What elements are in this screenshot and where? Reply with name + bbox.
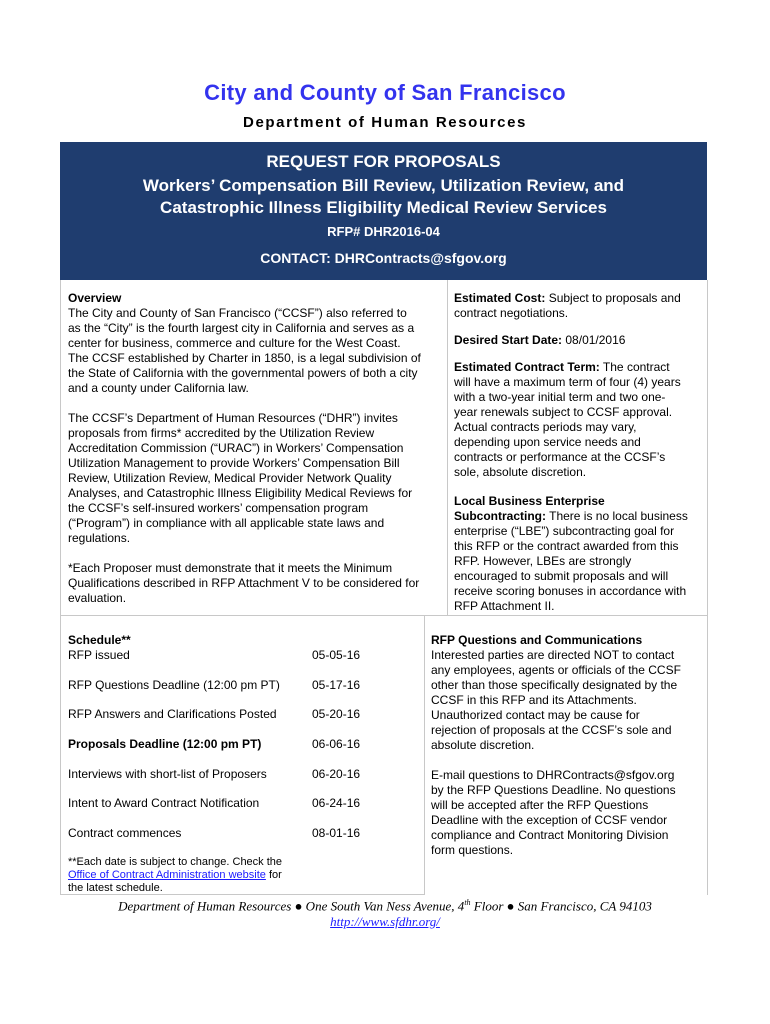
lbe-label: Subcontracting: bbox=[454, 509, 546, 523]
schedule-row bbox=[68, 796, 368, 811]
term-text: with a two-year initial term and two one- bbox=[454, 390, 666, 404]
footer-address bbox=[0, 898, 770, 914]
overview-text: Qualifications described in RFP Attachment V to be considered for bbox=[68, 576, 420, 590]
start-value: 08/01/2016 bbox=[562, 333, 626, 347]
schedule-note-text bbox=[68, 869, 308, 882]
footer-address-text: Floor ● San Francisco, CA 94103 bbox=[470, 898, 652, 914]
schedule-note bbox=[68, 856, 308, 895]
communications-text: absolute discretion. bbox=[431, 738, 535, 752]
communications-text: CCSF in this RFP and its Attachments. bbox=[431, 693, 637, 707]
lbe-text: receive scoring bonuses in accordance with bbox=[454, 584, 687, 598]
schedule-label: RFP issued bbox=[68, 648, 130, 662]
divider bbox=[60, 615, 707, 616]
rfp-banner bbox=[60, 142, 707, 280]
overview-text: evaluation. bbox=[68, 591, 127, 605]
cost-label: Estimated Cost: bbox=[454, 291, 546, 305]
desired-start-date bbox=[454, 333, 704, 348]
divider bbox=[424, 615, 425, 895]
schedule-date: 05-05-16 bbox=[312, 648, 361, 662]
communications-text: compliance and Contract Monitoring Division bbox=[431, 828, 669, 842]
banner-heading: REQUEST FOR PROPOSALS bbox=[266, 152, 501, 171]
overview-text: The CCSF established by Charter in 1850, is a legal subdivision of bbox=[68, 351, 421, 365]
banner-services bbox=[60, 175, 707, 219]
overview-text: The City and County of San Francisco (“CCSF”) also referred to bbox=[68, 306, 407, 320]
schedule-label: Contract commences bbox=[68, 826, 182, 840]
schedule-note-text: **Each date is subject to change. Check the bbox=[68, 856, 283, 868]
contract-administration-link[interactable]: Office of Contract Administration website bbox=[68, 869, 266, 881]
term-text: will have a maximum term of four (4) years bbox=[454, 375, 681, 389]
cost-text: contract negotiations. bbox=[454, 306, 569, 320]
schedule-label: Intent to Award Contract Notification bbox=[68, 796, 260, 810]
lbe-text: enterprise (“LBE”) subcontracting goal for bbox=[454, 524, 675, 538]
banner-services-line2: Catastrophic Illness Eligibility Medical Review Services bbox=[160, 198, 607, 217]
overview-text: the State of California with the governmental powers of both a city bbox=[68, 366, 418, 380]
estimated-cost bbox=[454, 291, 704, 306]
communications-text: E-mail questions to DHRContracts@sfgov.org bbox=[431, 768, 675, 782]
schedule-row bbox=[68, 737, 368, 752]
schedule-date: 08-01-16 bbox=[312, 826, 361, 840]
overview-text: center for business, commerce and culture for the West Coast. bbox=[68, 336, 401, 350]
term-text: The contract bbox=[599, 360, 670, 374]
schedule-row bbox=[68, 707, 368, 722]
communications-text: any employees, agents or officials of the CCSF bbox=[431, 663, 681, 677]
communications-heading: RFP Questions and Communications bbox=[431, 633, 643, 647]
schedule-row bbox=[68, 826, 368, 841]
overview-text: Utilization Management to provide Workers’ Compensation Bill bbox=[68, 456, 400, 470]
communications-text: Interested parties are directed NOT to contact bbox=[431, 648, 675, 662]
footer-url-link[interactable]: http://www.sfdhr.org/ bbox=[330, 914, 440, 929]
cost-text: Subject to proposals and bbox=[545, 291, 681, 305]
communications-text: other than those specifically designated by the bbox=[431, 678, 678, 692]
schedule-row bbox=[68, 678, 368, 693]
start-label: Desired Start Date: bbox=[454, 333, 563, 347]
lbe-text: this RFP or the contract awarded from this bbox=[454, 539, 679, 553]
schedule-heading: Schedule** bbox=[68, 633, 131, 647]
divider bbox=[707, 280, 708, 895]
schedule-note-text: the latest schedule. bbox=[68, 882, 163, 894]
overview-text: and a county under California law. bbox=[68, 381, 249, 395]
communications-text: by the RFP Questions Deadline. No questions bbox=[431, 783, 676, 797]
overview-text: Review, Utilization Review, Medical Provider Network Quality bbox=[68, 471, 392, 485]
lbe-text: encouraged to submit proposals and will bbox=[454, 569, 669, 583]
overview-text: *Each Proposer must demonstrate that it meets the Minimum bbox=[68, 561, 393, 575]
communications-text: form questions. bbox=[431, 843, 514, 857]
lbe-text: RFP Attachment II. bbox=[454, 599, 555, 613]
communications-text: Unauthorized contact may be cause for bbox=[431, 708, 640, 722]
schedule-label: RFP Answers and Clarifications Posted bbox=[68, 707, 277, 721]
schedule-date: 06-06-16 bbox=[312, 737, 361, 751]
schedule-row bbox=[68, 648, 368, 663]
term-text: depending upon service needs and bbox=[454, 435, 641, 449]
department-name: Department of Human Resources bbox=[243, 114, 527, 131]
overview-section bbox=[68, 291, 443, 606]
schedule-note-text: for bbox=[265, 869, 282, 881]
term-label: Estimated Contract Term: bbox=[454, 360, 600, 374]
overview-text: Analyses, and Catastrophic Illness Eligibility Medical Reviews for bbox=[68, 486, 413, 500]
overview-text: The CCSF’s Department of Human Resources (“DHR”) invites bbox=[68, 411, 398, 425]
term-text: year renewals subject to CCSF approval. bbox=[454, 405, 673, 419]
divider bbox=[447, 280, 448, 615]
schedule-date: 05-17-16 bbox=[312, 678, 361, 692]
schedule-label: Proposals Deadline (12:00 pm PT) bbox=[68, 737, 262, 751]
overview-text: regulations. bbox=[68, 531, 131, 545]
lbe-text: There is no local business bbox=[546, 509, 688, 523]
banner-contact: CONTACT: DHRContracts@sfgov.org bbox=[260, 250, 507, 266]
term-text: contracts or performance at the CCSF’s bbox=[454, 450, 666, 464]
footer-address-text: Department of Human Resources ● One South Van Ness Avenue, 4 bbox=[118, 898, 465, 914]
divider bbox=[60, 280, 61, 895]
overview-text: proposals from firms* accredited by the Utilization Review bbox=[68, 426, 375, 440]
lbe-subcontracting bbox=[454, 509, 704, 524]
overview-heading: Overview bbox=[68, 291, 122, 305]
schedule-date: 05-20-16 bbox=[312, 707, 361, 721]
schedule-date: 06-20-16 bbox=[312, 767, 361, 781]
overview-text: (“Program”) in compliance with all applicable state laws and bbox=[68, 516, 385, 530]
communications-text: will be accepted after the RFP Questions bbox=[431, 798, 649, 812]
lbe-text: RFP. However, LBEs are strongly bbox=[454, 554, 632, 568]
term-text: sole, absolute discretion. bbox=[454, 465, 587, 479]
term-text: Actual contracts periods may vary, bbox=[454, 420, 637, 434]
page-title: City and County of San Francisco bbox=[204, 80, 566, 105]
lbe-heading: Local Business Enterprise bbox=[454, 494, 605, 508]
overview-text: Accreditation Commission (“URAC”) in Workers’ Compensation bbox=[68, 441, 404, 455]
schedule-label: RFP Questions Deadline (12:00 pm PT) bbox=[68, 678, 280, 692]
rfp-number: RFP# DHR2016-04 bbox=[327, 224, 440, 239]
communications-text: Deadline with the exception of CCSF vendor bbox=[431, 813, 668, 827]
communications-text: rejection of proposals at the CCSF’s sole and bbox=[431, 723, 672, 737]
overview-text: as the “City” is the fourth largest city in California and serves as a bbox=[68, 321, 415, 335]
overview-text: the CCSF’s self-insured workers’ compensation program bbox=[68, 501, 369, 515]
contract-details bbox=[454, 291, 704, 614]
contract-term bbox=[454, 360, 704, 375]
schedule-label: Interviews with short-list of Proposers bbox=[68, 767, 267, 781]
footer-address-sup: th bbox=[464, 898, 471, 907]
schedule-row bbox=[68, 767, 368, 782]
communications-section bbox=[431, 633, 703, 858]
banner-services-line1: Workers’ Compensation Bill Review, Utilization Review, and bbox=[142, 176, 625, 195]
schedule-date: 06-24-16 bbox=[312, 796, 361, 810]
